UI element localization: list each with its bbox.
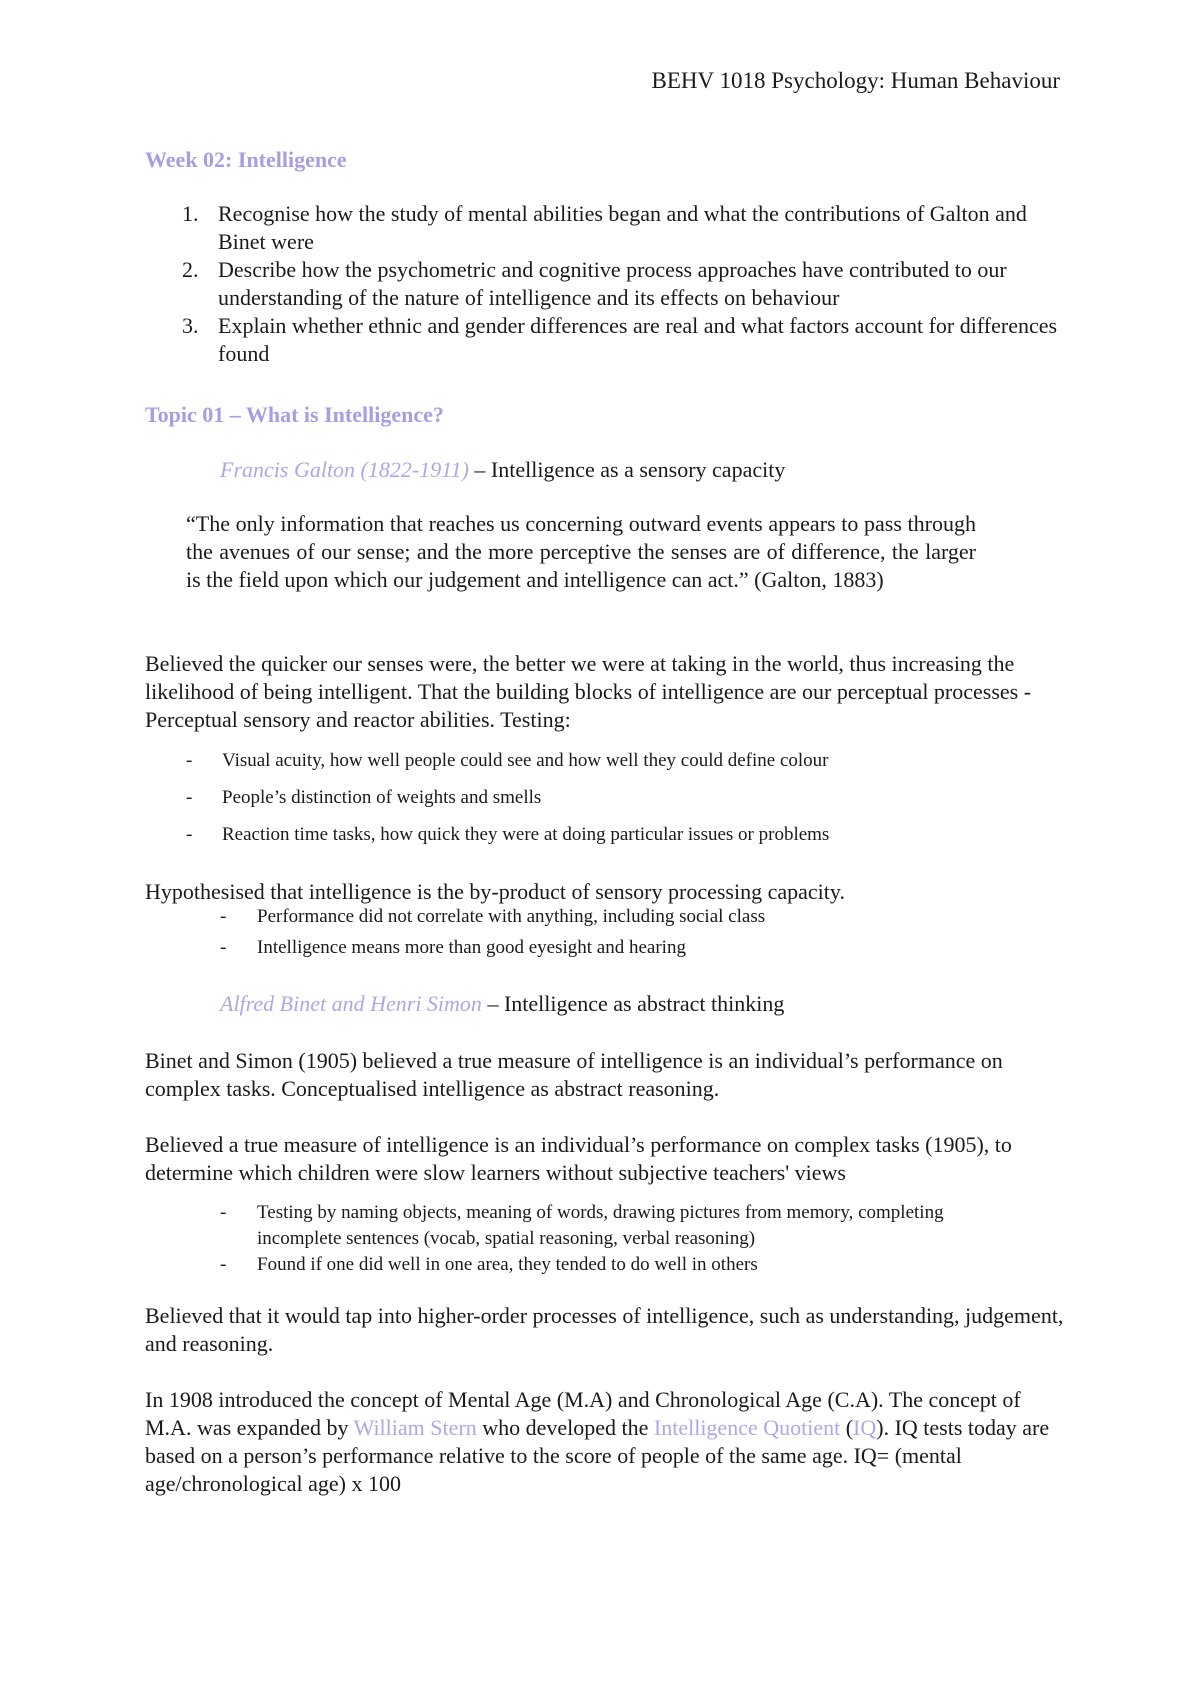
binet-paragraph-1: Binet and Simon (1905) believed a true measure of intelligence is an individual’s performance on complex tasks. Conceptualised intelligence as abstract reasoning. (145, 1048, 1003, 1101)
galton-subheading (220, 456, 1020, 484)
iq-text-part-3: ( (840, 1415, 854, 1440)
galton-tests-list (186, 748, 1066, 859)
list-item (186, 748, 1066, 785)
dash-bullet: - (220, 1202, 227, 1223)
objective-text: Explain whether ethnic and gender differences are real and what factors account for differences found (218, 313, 1058, 366)
objective-number: 2. (182, 257, 199, 282)
galton-paragraph-2: Hypothesised that intelligence is the by-product of sensory processing capacity. (145, 879, 845, 904)
binet-subheading (220, 990, 1020, 1018)
objective-item (145, 200, 1065, 256)
objective-text: Recognise how the study of mental abilities began and what the contributions of Galton and Binet were (218, 201, 1027, 254)
iq-abbreviation: IQ (853, 1415, 877, 1440)
course-header: BEHV 1018 Psychology: Human Behaviour (651, 68, 1060, 93)
objective-number: 3. (182, 313, 199, 338)
galton-quote: “The only information that reaches us concerning outward events appears to pass through the avenues of our sense; and the more perceptive the senses are of difference, the larger is the field upon which our judgement and intelligence can act.” (Galton, 1883) (186, 511, 976, 592)
list-item-text: Reaction time tasks, how quick they were at doing particular issues or problems (222, 824, 830, 845)
learning-objectives (145, 200, 1065, 368)
binet-paragraph-4 (145, 1386, 1065, 1498)
list-item-text: Intelligence means more than good eyesight and hearing (257, 937, 686, 958)
week-heading: Week 02: Intelligence (145, 147, 347, 172)
list-item-text: Testing by naming objects, meaning of words, drawing pictures from memory, completing incomplete sentences (vocab, spatial reasoning, verbal reasoning) (257, 1202, 944, 1249)
iq-text-part-4: ). IQ tests today are based on a person’s performance relative to the score of people of the same age. IQ= (mental age/chronological age) x 100 (145, 1415, 1050, 1496)
list-item-text: Visual acuity, how well people could see and how well they could define colour (222, 750, 829, 771)
galton-paragraph-1: Believed the quicker our senses were, the better we were at taking in the world, thus increasing the likelihood of being intelligent. That the building blocks of intelligence are our perceptual processes - Perceptual sensory and reactor abilities. Testing: (145, 651, 1032, 732)
list-item-text: Found if one did well in one area, they tended to do well in others (257, 1254, 758, 1275)
binet-name: Alfred Binet and Henri Simon (220, 991, 482, 1016)
dash-bullet: - (220, 937, 227, 958)
list-item (220, 904, 1080, 935)
iq-text-part-2: who developed the (476, 1415, 654, 1440)
iq-text-part-1: In 1908 introduced the concept of Mental Age (M.A) and Chronological Age (C.A). The concept of M.A. was expanded by (145, 1387, 1021, 1440)
dash-bullet: - (186, 750, 193, 771)
list-item-text: Performance did not correlate with anything, including social class (257, 906, 766, 927)
objective-text: Describe how the psychometric and cognitive process approaches have contributed to our understanding of the nature of intelligence and its effects on behaviour (218, 257, 1007, 310)
list-item (220, 1252, 980, 1278)
list-item (186, 785, 1066, 822)
iq-term: Intelligence Quotient (653, 1415, 841, 1440)
binet-paragraph-2: Believed a true measure of intelligence is an individual’s performance on complex tasks (1905), to determine which children were slow learners without subjective teachers' views (145, 1132, 1012, 1185)
binet-points-list (220, 1200, 980, 1278)
dash-bullet: - (220, 1254, 227, 1275)
objective-item (145, 256, 1065, 312)
list-item (186, 822, 1066, 859)
galton-criticisms-list (220, 904, 1080, 966)
binet-description: – Intelligence as abstract thinking (481, 991, 785, 1016)
objective-number: 1. (182, 201, 199, 226)
list-item (220, 935, 1080, 966)
objective-item (145, 312, 1065, 368)
list-item-text: People’s distinction of weights and smells (222, 787, 542, 808)
william-stern-term: William Stern (353, 1415, 477, 1440)
galton-name: Francis Galton (1822-1911) (220, 457, 469, 482)
dash-bullet: - (220, 906, 227, 927)
galton-description: – Intelligence as a sensory capacity (468, 457, 786, 482)
dash-bullet: - (186, 787, 193, 808)
topic-heading: Topic 01 – What is Intelligence? (145, 402, 444, 427)
dash-bullet: - (186, 824, 193, 845)
binet-paragraph-3: Believed that it would tap into higher-order processes of intelligence, such as understanding, judgement, and reasoning. (145, 1303, 1064, 1356)
list-item (220, 1200, 980, 1252)
